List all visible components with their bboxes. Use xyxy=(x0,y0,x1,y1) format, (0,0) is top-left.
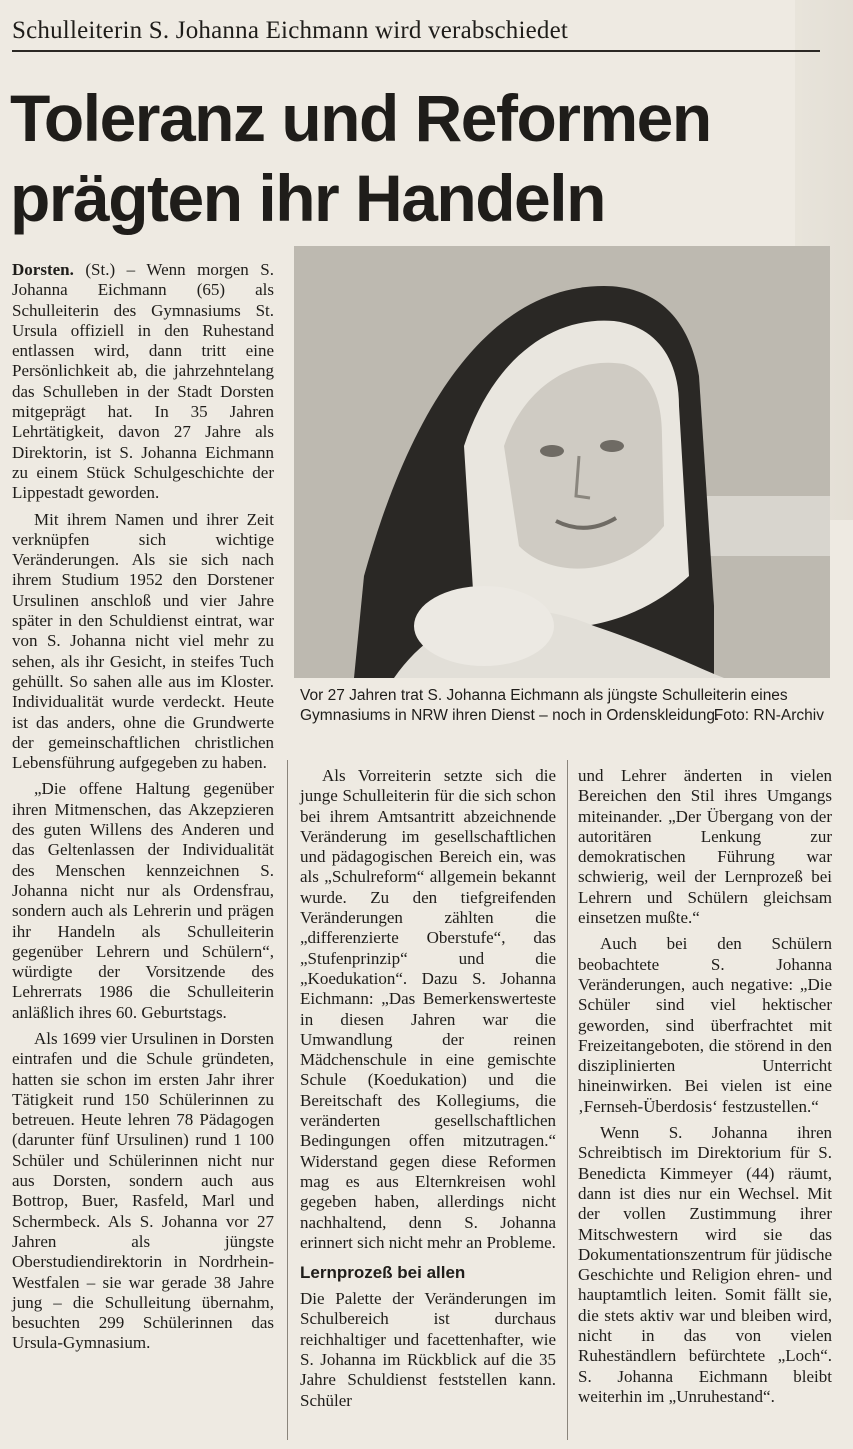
paragraph-text: (St.) – Wenn morgen S. Johanna Eichmann (65) als Schulleiterin des Gymnasiums St. Ursula offiziell in den Ruhestand entlassen wird, dann tritt eine Persönlichkeit ab, die jahrzehntelang das Schulleben in der Stadt Dorsten mitgeprägt hat. In 35 Jahren Lehrtätigkeit, davon 27 Jahre als Direktorin, ist S. Johanna Eichmann zu einem Stück Schulgeschichte der Lippestadt geworden. xyxy=(12,260,275,503)
article-column-3 xyxy=(578,766,832,1413)
article-column-1 xyxy=(12,260,274,1360)
article-photo xyxy=(294,246,830,678)
paragraph: und Lehrer änderten in vielen Bereichen den Stil ihres Umgangs miteinander. „Der Übergang von der autoritären Lenkung zur demokratischen Führung war schwierig, weil der Lernprozeß bei Lehrern und Schülern gleichsam einsetzen mußte.“ xyxy=(578,766,832,928)
paragraph: Die Palette der Veränderungen im Schulbereich ist durchaus reichhaltiger und facettenhafter, wie S. Johanna im Rückblick auf die 35 Jahre Schuldienst feststellen kann. Schüler xyxy=(300,1289,556,1410)
paragraph xyxy=(12,260,274,504)
photo-caption xyxy=(300,686,824,726)
column-divider xyxy=(567,760,568,1440)
paragraph: Als 1699 vier Ursulinen in Dorsten eintrafen und die Schule gründeten, hatten sie schon im ersten Jahr ihrer Tätigkeit rund 150 Schülerinnen zu betreuen. Heute lehren 78 Pädagogen (darunter fünf Ursulinen) rund 1 100 Schüler und Schülerinnen nicht nur aus Dorsten, sondern auch aus Bottrop, Buer, Rasfeld, Marl und Schermbeck. Als S. Johanna vor 27 Jahren als jüngste Oberstudiendirektorin in Nordrhein-Westfalen – sie war gerade 38 Jahre jung – die Schulleitung übernahm, besuchten 299 Schülerinnen das Ursula-Gymnasium. xyxy=(12,1028,274,1353)
paragraph: Wenn S. Johanna ihren Schreibtisch im Direktorium für S. Benedicta Kimmeyer (44) räumt, dann ist dies nur ein Wechsel. Mit der vollen Zustimmung ihrer Mitschwestern wird sie das Dokumentationszentrum für jüdische Geschichte und Religion ehren- und hauptamtlich leiten. Somit fällt sie, die stets aktiv war und bleiben wird, nicht in das von vielen Ruheständlern befürchtete „Loch“. S. Johanna Eichmann bleibt weiterhin im „Unruhestand“. xyxy=(578,1123,832,1406)
column-divider xyxy=(287,760,288,1440)
headline-line-1: Toleranz und Reformen xyxy=(10,81,711,155)
headline-line-2: prägten ihr Handeln xyxy=(10,161,605,235)
paragraph: Auch bei den Schülern beobachtete S. Johanna Veränderungen, auch negative: „Die Schüler sind viel hektischer geworden, sind überfrachtet mit Freizeitangeboten, die störend in den disziplinierten Unterricht hineinwirken. Bei vielen ist eine ‚Fernseh-Überdosis‘ festzustellen.“ xyxy=(578,934,832,1116)
paragraph: Mit ihrem Namen und ihrer Zeit verknüpfen sich wichtige Veränderungen. Als sie sich nach ihrem Studium 1952 den Dorstener Ursulinen anschloß und vier Jahre später in den Schuldienst eintrat, war von S. Johanna nicht viel mehr zu sehen, als ihr Gesicht, in steifes Tuch gehüllt. So sahen alle aus im Kloster. Individualität wurde verdeckt. Heute ist das anders, ohne die Grundwerte der gemeinschaftlichen christlichen Lebensführung aufgegeben zu haben. xyxy=(12,509,274,773)
paragraph: Als Vorreiterin setzte sich die junge Schulleiterin für die sich schon bei ihrem Amtsantritt abzeichnende Veränderung im gesellschaftlichen und pädagogischen Bereich ein, was als „Schulreform“ allgemein bekannt wurde. Zu den tiefgreifenden Veränderungen zählten die „differenzierte Oberstufe“, das „Stufenprinzip“ und die „Koedukation“. Dazu S. Johanna Eichmann: „Das Bemerkenswerteste in diesen Jahren war die Umwandlung der reinen Mädchenschule in eine gemischte Schule (Koedukation) und die Bereitschaft des Kollegiums, die veränderten gesellschaftlichen Bedingungen offen mitzutragen.“ Widerstand gegen diese Reformen mag es aus Elternkreisen wohl gegeben haben, allerdings nicht nachhaltend, denn S. Johanna erinnert sich nicht mehr an Probleme. xyxy=(300,766,556,1252)
article-kicker: Schulleiterin S. Johanna Eichmann wird verabschiedet xyxy=(12,14,820,52)
nun-portrait-image xyxy=(294,246,830,678)
caption-text: Vor 27 Jahren trat S. Johanna Eichmann als jüngste Schulleiterin eines Gymnasiums in NRW ihren Dienst – noch in Ordenskleidung. xyxy=(300,687,788,724)
article-headline xyxy=(10,78,830,238)
paragraph: „Die offene Haltung gegenüber ihren Mitmenschen, das Akzepzieren des guten Willens des Anderen und das Geltenlassen der Individualität des Menschen kennzeichnen S. Johanna nicht nur als Ordensfrau, sondern auch als Lehrerin und prägen ihr Handeln als Schulleiterin gegenüber Lehrern und Schülern“, würdigte der Vorsitzende des Lehrerrats 1986 die Schulleiterin anläßlich ihres 60. Geburtstags. xyxy=(12,779,274,1022)
article-column-2 xyxy=(300,766,556,1417)
photo-credit: Foto: RN-Archiv xyxy=(713,707,824,724)
dateline: Dorsten. xyxy=(12,260,74,279)
section-subhead: Lernprozeß bei allen xyxy=(300,1263,466,1283)
